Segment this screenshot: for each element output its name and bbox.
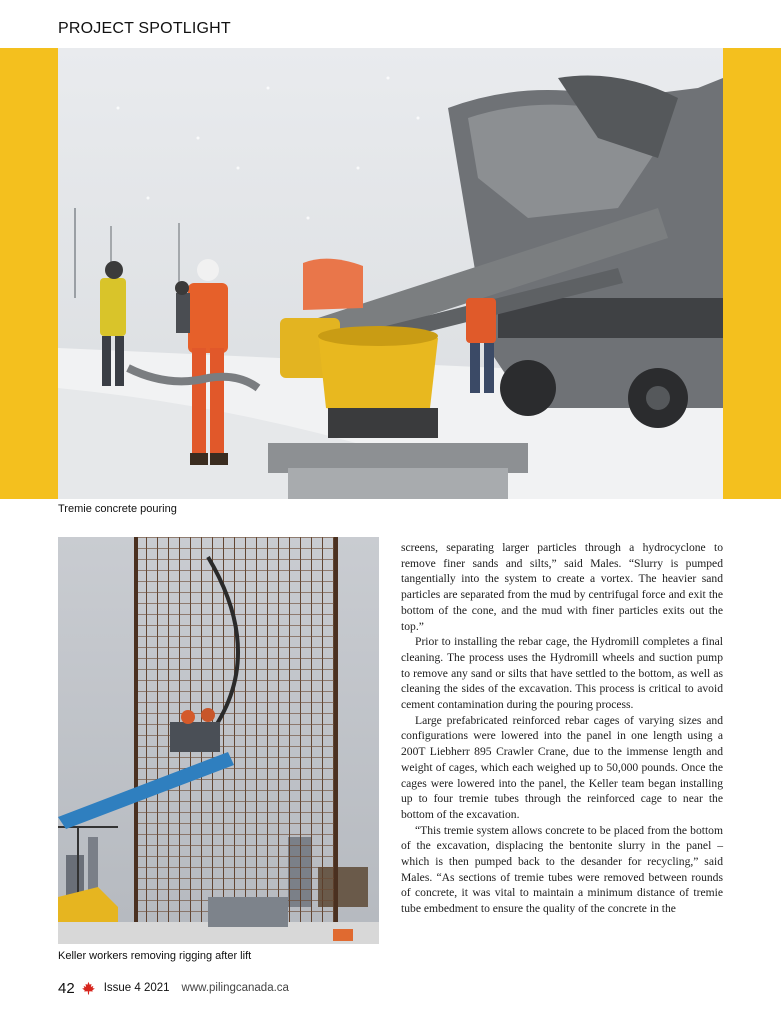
page-number: 42	[58, 979, 75, 997]
section-label: PROJECT SPOTLIGHT	[58, 20, 231, 37]
page-footer	[58, 978, 289, 998]
photo-caption-rebar: Keller workers removing rigging after lift	[58, 950, 252, 962]
photo-caption-tremie: Tremie concrete pouring	[58, 503, 177, 515]
photo-rebar-cage	[58, 537, 379, 944]
article-paragraph: screens, separating larger particles through a hydrocyclone to remove finer sands and silts,” said Males. “Slurry is pumped tangentially into the system to create a vortex. The heavier sand particles are separated from the mud by centrifugal force and exit the bottom of the cone, and the mud with finer particles exits out the top.”	[401, 541, 723, 633]
issue-label: Issue 4 2021	[103, 982, 170, 994]
accent-band-left	[0, 48, 58, 499]
photo-tremie-pouring-illustration	[58, 48, 723, 499]
maple-leaf-icon	[81, 981, 96, 996]
photo-rebar-cage-illustration	[58, 537, 379, 944]
website-link[interactable]: www.pilingcanada.ca	[181, 982, 289, 994]
worker-3	[175, 281, 190, 333]
article-paragraph: Large prefabricated reinforced rebar cages of varying sizes and configurations were lowered into the panel in one length using a 200T Liebherr 895 Crawler Crane, due to the immense length and weight of cages, which each weighed up to 50,000 pounds. Once the cages were lowered into the panel, the Keller team began installing up to four tremie tubes through the reinforced cage to near the bottom of the excavation.	[401, 713, 723, 821]
article-paragraph: “This tremie system allows concrete to be placed from the bottom of the excavation, displacing the bentonite slurry in the panel – which is then pumped back to the desander for recycling,” said Males. “As sections of tremie tubes were removed between rounds of concrete, it was vital to maintain a minimum distance of tremie tube embedment to ensure the quality of the concrete in the	[401, 823, 723, 916]
article-paragraph: Prior to installing the rebar cage, the Hydromill completes a final cleaning. The process uses the Hydromill wheels and suction pump to remove any sand or silts that have settled to the bottom, as well as cleaning the sides of the excavation. This process is critical to avoid cement contamination during the pouring process.	[401, 635, 723, 712]
article-body	[401, 540, 723, 917]
accent-band-right	[723, 48, 781, 499]
photo-tremie-pouring	[58, 48, 723, 499]
